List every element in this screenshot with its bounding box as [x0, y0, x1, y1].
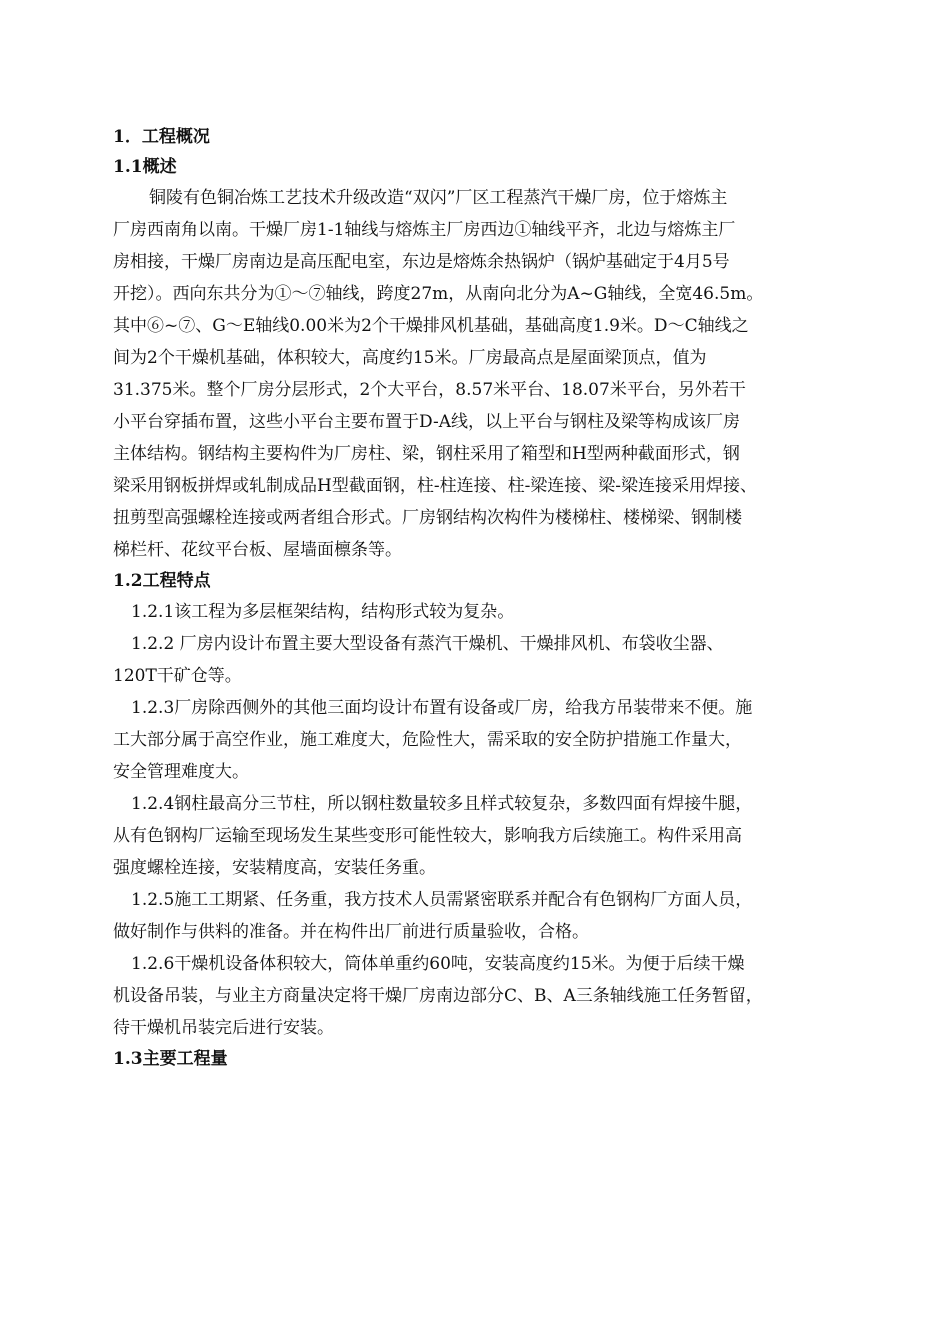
overview-line: 开挖）。西向东共分为①～⑦轴线，跨度27m，从南向北分为A~G轴线，全宽46.5m。 — [113, 284, 764, 304]
feature-line: 1.2.6干燥机设备体积较大，筒体单重约60吨，安装高度约15米。为便于后续干燥 — [131, 954, 745, 974]
overview-line: 其中⑥~⑦、G～E轴线0.00米为2个干燥排风机基础，基础高度1.9米。D～C轴线之 — [113, 316, 749, 336]
feature-line: 从有色钢构厂运输至现场发生某些变形可能性较大，影响我方后续施工。构件采用高 — [113, 826, 742, 846]
overview-line: 铜陵有色铜冶炼工艺技术升级改造“双闪”厂区工程蒸汽干燥厂房，位于熔炼主 — [149, 188, 728, 208]
feature-line: 1.2.2 厂房内设计布置主要大型设备有蒸汽干燥机、干燥排风机、布袋收尘器、 — [131, 634, 724, 654]
section-heading-1-3: 1.3主要工程量 — [113, 1049, 228, 1069]
section-heading-1-2: 1.2工程特点 — [113, 571, 211, 591]
feature-item-1-2-1 — [113, 596, 845, 628]
overview-line: 小平台穿插布置，这些小平台主要布置于D-A线，以上平台与钢柱及梁等构成该厂房 — [113, 412, 740, 432]
overview-line: 间为2个干燥机基础，体积较大，高度约15米。厂房最高点是屋面梁顶点，值为 — [113, 348, 707, 368]
feature-line: 机设备吊装，与业主方商量决定将干燥厂房南边部分C、B、A三条轴线施工任务暂留， — [113, 986, 763, 1006]
feature-line: 1.2.3厂房除西侧外的其他三面均设计布置有设备或厂房，给我方吊装带来不便。施 — [131, 698, 753, 718]
document-body — [113, 122, 845, 1074]
section-heading-1: 1．工程概况 — [113, 127, 210, 147]
feature-item-1-2-3 — [113, 692, 845, 788]
overview-line: 主体结构。钢结构主要构件为厂房柱、梁，钢柱采用了箱型和H型两种截面形式，钢 — [113, 444, 740, 464]
feature-line: 1.2.4钢柱最高分三节柱，所以钢柱数量较多且样式较复杂，多数四面有焊接牛腿， — [131, 794, 753, 814]
feature-line: 120T干矿仓等。 — [113, 666, 242, 686]
section-heading-1-1: 1.1概述 — [113, 157, 177, 177]
overview-line: 扭剪型高强螺栓连接或两者组合形式。厂房钢结构次构件为楼梯柱、楼梯梁、钢制楼 — [113, 508, 742, 528]
feature-line: 强度螺栓连接，安装精度高，安装任务重。 — [113, 858, 436, 878]
overview-line: 31.375米。整个厂房分层形式，2个大平台，8.57米平台、18.07米平台，另外若干 — [113, 380, 746, 400]
feature-item-1-2-6 — [113, 948, 845, 1044]
overview-line: 房相接，干燥厂房南边是高压配电室，东边是熔炼余热锅炉（锅炉基础定于4月5号 — [113, 252, 730, 272]
feature-line: 待干燥机吊装完后进行安装。 — [113, 1018, 334, 1038]
feature-line: 1.2.5施工工期紧、任务重，我方技术人员需紧密联系并配合有色钢构厂方面人员， — [131, 890, 753, 910]
feature-line: 1.2.1该工程为多层框架结构，结构形式较为复杂。 — [131, 602, 515, 622]
feature-line: 安全管理难度大。 — [113, 762, 249, 782]
overview-line: 厂房西南角以南。干燥厂房1-1轴线与熔炼主厂房西边①轴线平齐，北边与熔炼主厂 — [113, 220, 736, 240]
overview-line: 梁采用钢板拼焊或轧制成品H型截面钢，柱-柱连接、柱-梁连接、梁-梁连接采用焊接、 — [113, 476, 758, 496]
feature-item-1-2-5 — [113, 884, 845, 948]
overview-line: 梯栏杆、花纹平台板、屋墙面檩条等。 — [113, 540, 402, 560]
feature-line: 工大部分属于高空作业，施工难度大，危险性大，需采取的安全防护措施工作量大， — [113, 730, 742, 750]
overview-paragraph — [113, 182, 845, 566]
feature-item-1-2-4 — [113, 788, 845, 884]
feature-line: 做好制作与供料的准备。并在构件出厂前进行质量验收，合格。 — [113, 922, 589, 942]
feature-item-1-2-2 — [113, 628, 845, 692]
